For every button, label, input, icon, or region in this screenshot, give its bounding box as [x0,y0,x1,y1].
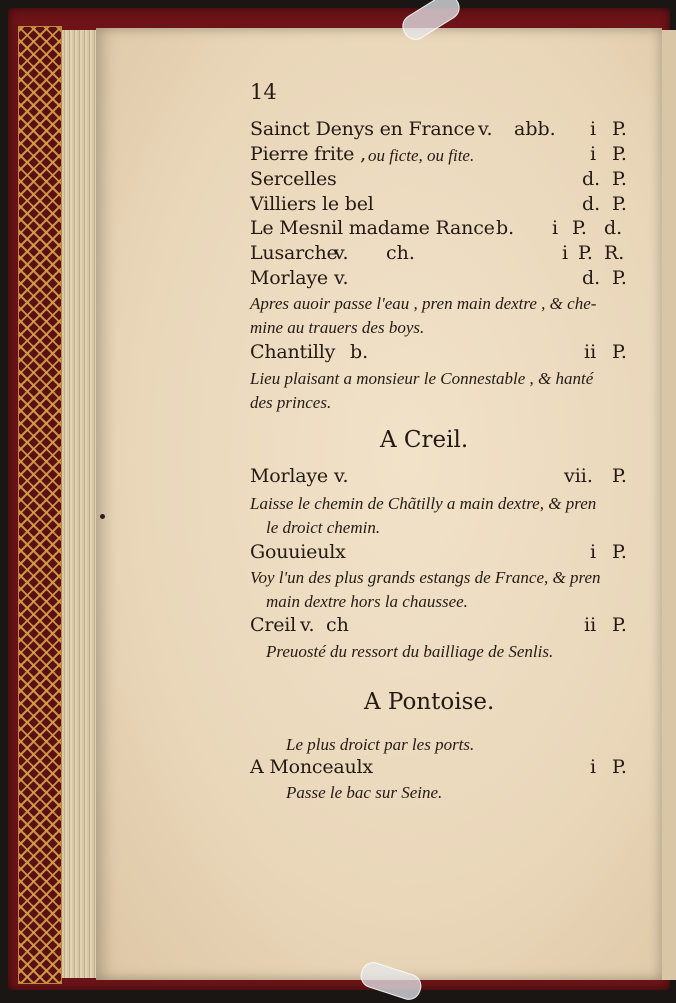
route-place: Morlaye [250,465,328,487]
route-note: abb. [514,118,556,140]
route-place: Le Mesnil madame Rance [250,217,495,239]
route-note-line: Preuosté du ressort du bailliage de Senlis. [266,642,554,661]
route-type: v. [300,614,315,636]
route-type: v. [334,465,349,487]
route-note-line: Lieu plaisant a monsieur le Connestable , & hanté [250,369,594,388]
route-place: Pierre frite , [250,143,366,165]
route-unit: P. [612,168,627,190]
route-distance: i [562,242,569,264]
route-note-line: Apres auoir passe l'eau , pren main dextre , & che- [250,294,597,313]
route-distance: i [590,756,597,778]
route-note: ch [326,614,349,636]
route-unit: P. [612,267,627,289]
route-note-line: mine au trauers des boys. [250,318,425,337]
route-unit: P. [612,465,627,487]
route-place: A Monceaulx [250,756,373,778]
route-note-line: le droict chemin. [266,518,381,537]
page-number: 14 [250,80,277,104]
route-type: v. [478,118,493,140]
route-place: Chantilly [250,341,336,363]
section-heading-creil: A Creil. [380,427,469,453]
route-place: Morlaye [250,267,328,289]
route-unit: P. [578,242,593,264]
route-note-line: Laisse le chemin de Chãtilly a main dextre, & pren [250,494,597,513]
route-unit: P. [612,118,627,140]
route-distance: vii. [564,465,593,487]
route-unit: P. [612,614,627,636]
route-note-line: Voy l'un des plus grands estangs de France, & pren [250,568,601,587]
route-place: Lusarche [250,242,338,264]
route-type: v. [334,267,349,289]
route-distance: i [590,118,597,140]
route-unit: P. [612,193,627,215]
route-distance: ii [584,341,597,363]
route-note-line: Passe le bac sur Seine. [286,783,443,802]
route-unit: P. [612,143,627,165]
route-distance: d. [582,267,601,289]
route-type: b. [496,217,515,239]
route-place: Sercelles [250,168,337,190]
route-extra: d. [604,217,623,239]
route-unit: P. [612,541,627,563]
ink-spot [100,514,105,519]
route-place: Gouuieulx [250,541,346,563]
route-distance: i [590,143,597,165]
route-extra: R. [604,242,625,264]
route-distance: d. [582,168,601,190]
gilt-border-decoration [18,26,62,984]
route-note-line: main dextre hors la chaussee. [266,592,468,611]
route-type: v. [334,242,349,264]
route-unit: P. [612,756,627,778]
route-type: b. [350,341,369,363]
route-note: ch. [386,242,415,264]
route-distance: ii [584,614,597,636]
route-distance: i [552,217,559,239]
route-place: Villiers le bel [250,193,374,215]
route-distance: d. [582,193,601,215]
route-distance: i [590,541,597,563]
route-note-line: Le plus droict par les ports. [286,735,475,754]
route-place: Sainct Denys en France [250,118,476,140]
route-unit: P. [612,341,627,363]
route-unit: P. [572,217,587,239]
route-place-variant: ou ficte, ou fite. [368,146,475,165]
facing-page-edge [662,30,676,980]
route-note-line: des princes. [250,393,332,412]
section-heading-pontoise: A Pontoise. [364,689,495,715]
route-place: Creil [250,614,297,636]
